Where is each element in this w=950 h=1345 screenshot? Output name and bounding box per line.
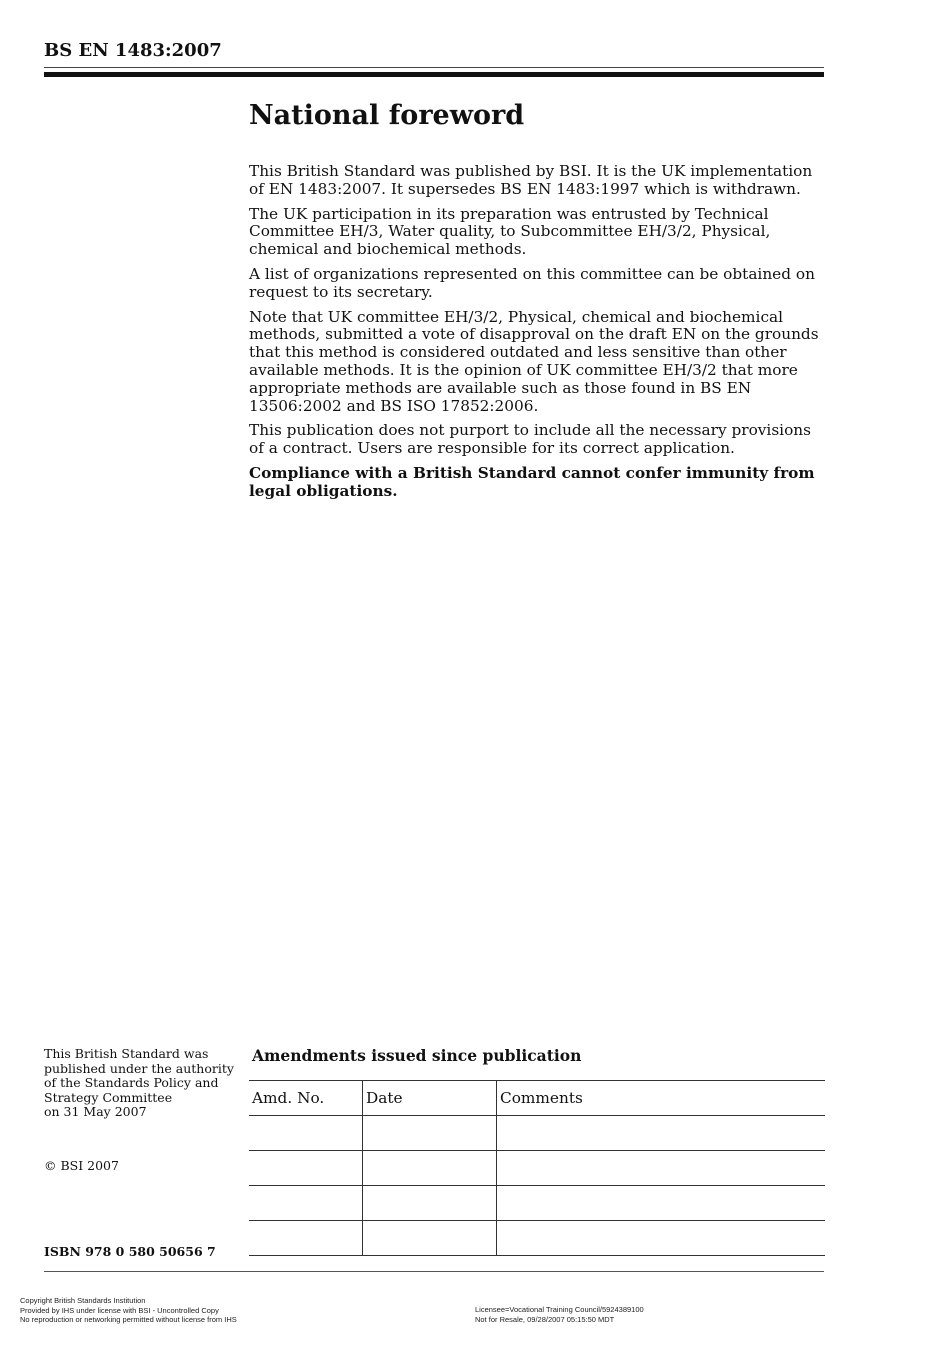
document-id: BS EN 1483:2007 (44, 40, 222, 61)
footer-line: Copyright British Standards Institution (20, 1296, 146, 1305)
column-header-amd-no: Amd. No. (249, 1081, 363, 1116)
table-cell (249, 1221, 363, 1256)
footer-rule (44, 1271, 824, 1272)
table-cell (497, 1186, 826, 1221)
license-footer-right (475, 1305, 644, 1324)
header-rule-thin (44, 67, 824, 68)
table-cell (363, 1221, 497, 1256)
table-header-row (249, 1081, 825, 1116)
table-cell (497, 1221, 826, 1256)
table-cell (249, 1116, 363, 1151)
paragraph: This British Standard was published by BSI. It is the UK implementation of EN 1483:2007. It supersedes BS EN 1483:1997 which is withdrawn. (249, 162, 813, 198)
page-title: National foreword (249, 100, 525, 131)
amendments-table (249, 1080, 825, 1256)
paragraph: Note that UK committee EH/3/2, Physical, chemical and biochemical methods, submitted a vote of disapproval on the draft EN on the grounds that this method is considered outdated and less sensitive than other available methods. It is the opinion of UK committee EH/3/2 that more appropriate methods are available such as those found in BS EN 13506:2002 and BS ISO 17852:2006. (249, 307, 819, 415)
header-rule-thick (44, 72, 824, 77)
foreword-body (249, 163, 824, 508)
footer-line: No reproduction or networking permitted without license from IHS (20, 1315, 237, 1324)
column-header-comments: Comments (497, 1081, 826, 1116)
table-cell (497, 1151, 826, 1186)
amendments-title: Amendments issued since publication (252, 1046, 582, 1065)
table-cell (363, 1116, 497, 1151)
paragraph: A list of organizations represented on this committee can be obtained on request to its secretary. (249, 264, 815, 301)
paragraph: The UK participation in its preparation was entrusted by Technical Committee EH/3, Water quality, to Subcommittee EH/3/2, Physical, chemical and biochemical methods. (249, 204, 771, 259)
paragraph: This publication does not purport to include all the necessary provisions of a contract. Users are responsible for its correct application. (249, 421, 811, 458)
isbn: ISBN 978 0 580 50656 7 (44, 1244, 216, 1259)
table-cell (363, 1151, 497, 1186)
footer-line: Not for Resale, 09/28/2007 05:15:50 MDT (475, 1314, 615, 1324)
license-footer-left (20, 1296, 237, 1325)
table-row (249, 1116, 825, 1151)
table-cell (249, 1186, 363, 1221)
table-row (249, 1221, 825, 1256)
table-cell (363, 1186, 497, 1221)
table-cell (497, 1116, 826, 1151)
table-row (249, 1151, 825, 1186)
table-cell (249, 1151, 363, 1186)
footer-line: Licensee=Vocational Training Council/5924389100 (475, 1305, 644, 1314)
compliance-notice: Compliance with a British Standard cannot confer immunity from legal obligations. (249, 463, 815, 500)
publication-authority-note: This British Standard was published under the authority of the Standards Policy and Strategy Committee on 31 May 2007 (44, 1046, 234, 1119)
table-row (249, 1186, 825, 1221)
copyright-notice: © BSI 2007 (44, 1158, 119, 1173)
column-header-date: Date (363, 1081, 497, 1116)
footer-line: Provided by IHS under license with BSI - Uncontrolled Copy (20, 1305, 219, 1315)
